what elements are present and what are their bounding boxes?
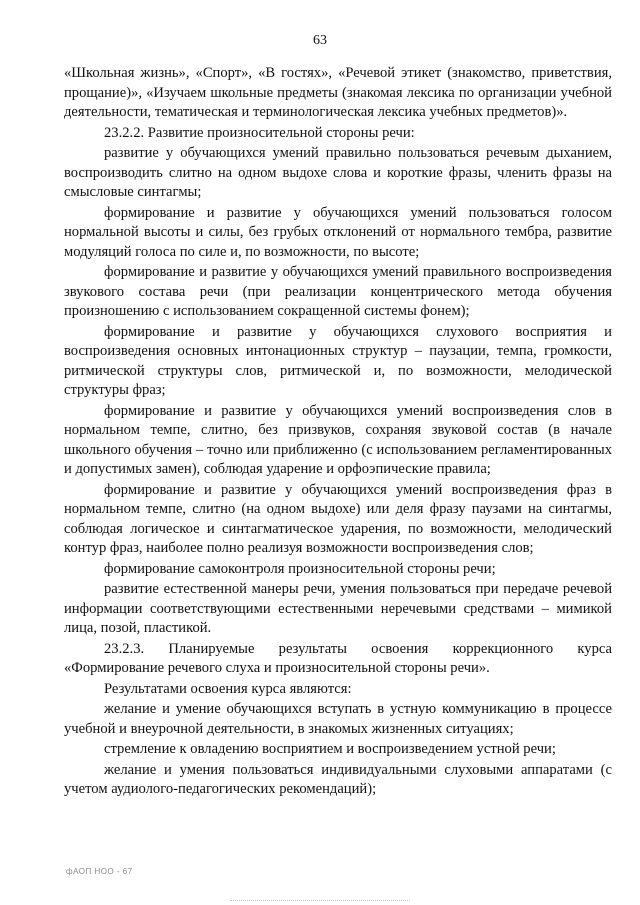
section-heading-23-2-2: 23.2.2. Развитие произносительной стороны речи:	[104, 124, 415, 141]
paragraph: формирование и развитие у обучающихся умений пользоваться голосом нормальной высоты и силы, без грубых отклонений от нормального тембра, развитие модуляций голоса по силе и, по возможности, по высоте;	[64, 204, 612, 260]
document-body	[64, 64, 612, 801]
paragraph: желание и умения пользоваться индивидуальными слуховыми аппаратами (с учетом аудиолого-педагогических рекомендаций);	[64, 761, 612, 797]
paragraph: желание и умение обучающихся вступать в устную коммуникацию в процессе учебной и внеурочной деятельности, в знакомых жизненных ситуациях;	[64, 701, 612, 737]
paragraph: Результатами освоения курса являются:	[104, 680, 352, 697]
paragraph: формирование самоконтроля произносительной стороны речи;	[104, 560, 496, 577]
paragraph: формирование и развитие у обучающихся слухового восприятия и воспроизведения основных интонационных структур – паузации, темпа, громкости, ритмической структуры слов, ритмической и, по возможности, мелодической структуры фраз;	[64, 323, 612, 398]
paragraph: формирование и развитие у обучающихся умений правильного воспроизведения звукового состава речи (при реализации концентрического метода обучения произношению с использованием сокращенной системы фонем);	[64, 264, 612, 319]
paragraph: формирование и развитие у обучающихся умений воспроизведения фраз в нормальном темпе, слитно (на одном выдохе) или деля фразу паузами на синтагмы, соблюдая логическое и синтагматическое ударения, по возможности, мелодический контур фраз, наиболее полно реализуя возможности воспроизведения слов;	[64, 481, 612, 556]
paragraph: стремление к овладению восприятием и воспроизведением устной речи;	[104, 741, 556, 757]
page-footer: фАОП НОО - 67	[66, 867, 133, 876]
page-number: 63	[313, 33, 327, 48]
paragraph: «Школьная жизнь», «Спорт», «В гостях», «Речевой этикет (знакомство, приветствия, прощание)», «Изучаем школьные предметы (знакомая лексика по организации учебной деятельности, тематическая и терминологическая лексика учебных предметов)».	[64, 65, 612, 120]
paragraph: формирование и развитие у обучающихся умений воспроизведения слов в нормальном темпе, слитно, без призвуков, сохраняя звуковой состав (в начале школьного обучения – точно или приближенно (с использованием регламентированных и допустимых замен), соблюдая ударение и орфоэпические правила;	[64, 402, 612, 477]
paragraph: развитие естественной манеры речи, умения пользоваться при передаче речевой информации соответствующими естественными неречевыми средствами – мимикой лица, позой, пластикой.	[64, 581, 612, 636]
paragraph: развитие у обучающихся умений правильно пользоваться речевым дыханием, воспроизводить слитно на одном выдохе слова и короткие фразы, членить фразы на смысловые синтагмы;	[64, 145, 612, 200]
section-heading-23-2-3: 23.2.3. Планируемые результаты освоения коррекционного курса «Формирование речевого слуха и произносительной стороны речи».	[64, 640, 612, 676]
bottom-divider	[230, 900, 410, 903]
